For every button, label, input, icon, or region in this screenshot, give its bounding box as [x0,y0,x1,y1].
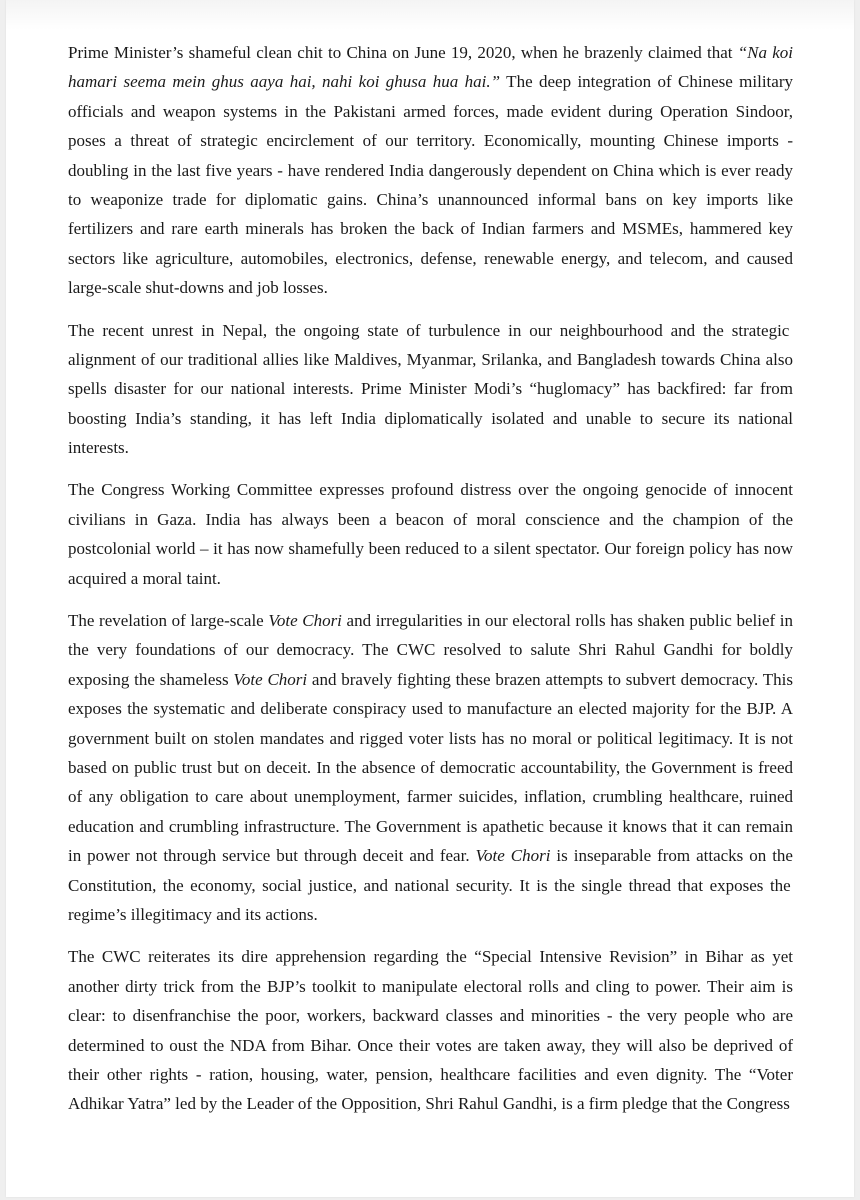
text-line [68,97,793,126]
italic-text: Vote Chori [475,846,551,866]
document-body [68,38,793,1132]
paragraph [68,475,793,593]
text-segment: acquired a moral taint. [68,568,221,588]
text-segment: determined to oust the NDA from Bihar. Once their votes are taken away, they will also be deprived of [68,1035,793,1055]
text-line [68,564,793,593]
text-segment: and bravely fighting these brazen attempts to subvert democracy. This [307,669,793,689]
text-line [68,1001,793,1030]
text-line [68,942,793,971]
text-line [68,273,793,302]
text-line [68,156,793,185]
text-line [68,126,793,155]
italic-text: Vote Chori [233,669,308,689]
text-line [68,316,793,345]
text-segment: civilians in Gaza. India has always been a beacon of moral conscience and the champion of the [68,509,793,529]
text-segment: sectors like agriculture, automobiles, electronics, defense, renewable energy, and telecom, and caused [68,248,793,268]
paragraph [68,38,793,303]
text-segment: regime’s illegitimacy and its actions. [68,904,318,924]
text-line [68,635,793,664]
text-segment: postcolonial world – it has now shamefully been reduced to a silent spectator. Our foreign policy has now [68,539,793,559]
text-segment: The recent unrest in Nepal, the ongoing state of turbulence in our neighbourhood and the strategic [68,320,790,340]
text-line [68,374,793,403]
text-segment: exposing the shameless [68,669,234,689]
text-segment: based on public trust but on deceit. In the absence of democratic accountability, the Government is freed [68,757,793,777]
text-segment: interests. [68,438,129,458]
text-line [68,38,793,67]
text-line [68,185,793,214]
text-segment: The CWC reiterates its dire apprehension regarding the “Special Intensive Revision” in Bihar as yet [68,947,793,967]
text-line [68,724,793,753]
text-line [68,67,793,96]
text-segment: poses a threat of strategic encirclement of our territory. Economically, mounting Chinese imports - [68,131,793,151]
text-line [68,812,793,841]
text-line [68,606,793,635]
text-line [68,433,793,462]
text-line [68,782,793,811]
italic-text: “Na koi [737,43,794,62]
paragraph [68,942,793,1118]
text-line [68,534,793,563]
text-segment: Prime Minister’s shameful clean chit to China on June 19, 2020, when he brazenly claimed that [68,43,738,62]
document-page [6,0,854,1197]
text-line [68,841,793,870]
text-segment: in power not through service but through deceit and fear. [68,846,476,866]
text-segment: fertilizers and rare earth minerals has broken the back of Indian farmers and MSMEs, hammered key [68,219,793,239]
text-line [68,505,793,534]
text-segment: The Congress Working Committee expresses profound distress over the ongoing genocide of innocent [68,480,793,500]
text-segment: government built on stolen mandates and rigged voter lists has no moral or political legitimacy. It is not [68,728,793,748]
text-segment: education and crumbling infrastructure. The Government is apathetic because it knows that it can remain [68,816,793,836]
text-line [68,244,793,273]
text-line [68,475,793,504]
text-line [68,345,793,374]
text-line [68,404,793,433]
text-segment: the very foundations of our democracy. The CWC resolved to salute Shri Rahul Gandhi for boldly [68,640,793,660]
text-segment: to weaponize trade for diplomatic gains. China’s unannounced informal bans on key imports like [68,189,793,209]
text-line [68,871,793,900]
text-line [68,972,793,1001]
text-segment: clear: to disenfranchise the poor, workers, backward classes and minorities - the very people who are [68,1006,794,1026]
text-segment: The deep integration of Chinese military [500,72,793,92]
text-segment: is inseparable from attacks on the [550,846,793,866]
text-line [68,1060,793,1089]
text-segment: and irregularities in our electoral rolls has shaken public belief in [341,611,794,631]
text-segment: another dirty trick from the BJP’s toolkit to manipulate electoral rolls and cling to power. Their aim is [68,976,793,996]
text-segment: of any obligation to care about unemployment, farmer suicides, inflation, crumbling healthcare, ruined [68,787,793,807]
paragraph [68,316,793,463]
text-line [68,214,793,243]
italic-text: Vote Chori [268,611,342,631]
text-segment: Adhikar Yatra” led by the Leader of the Opposition, Shri Rahul Gandhi, is a firm pledge that the Congress [68,1094,790,1114]
text-segment: their other rights - ration, housing, water, pension, healthcare facilities and even dignity. The “Voter [68,1064,793,1084]
text-line [68,900,793,929]
text-segment: large-scale shut-downs and job losses. [68,278,328,298]
text-line [68,1089,793,1118]
text-line [68,753,793,782]
text-segment: exposes the systematic and deliberate conspiracy used to manufacture an elected majority for the BJP. A [68,699,793,719]
text-segment: spells disaster for our national interests. Prime Minister Modi’s “huglomacy” has backfired: far from [68,379,793,399]
text-line [68,1031,793,1060]
text-segment: doubling in the last five years - have rendered India dangerously dependent on China which is ever ready [68,160,793,180]
text-segment: alignment of our traditional allies like Maldives, Myanmar, Srilanka, and Bangladesh towards China also [68,349,794,369]
text-segment: officials and weapon systems in the Pakistani armed forces, made evident during Operation Sindoor, [68,101,793,121]
text-segment: Constitution, the economy, social justice, and national security. It is the single thread that exposes the [68,875,791,895]
text-line [68,694,793,723]
paragraph [68,606,793,929]
text-segment: The revelation of large-scale [68,611,269,631]
text-line [68,665,793,694]
italic-text: hamari seema mein ghus aaya hai, nahi koi ghusa hua hai.” [68,72,501,92]
text-segment: boosting India’s standing, it has left India diplomatically isolated and unable to secure its national [68,408,793,428]
